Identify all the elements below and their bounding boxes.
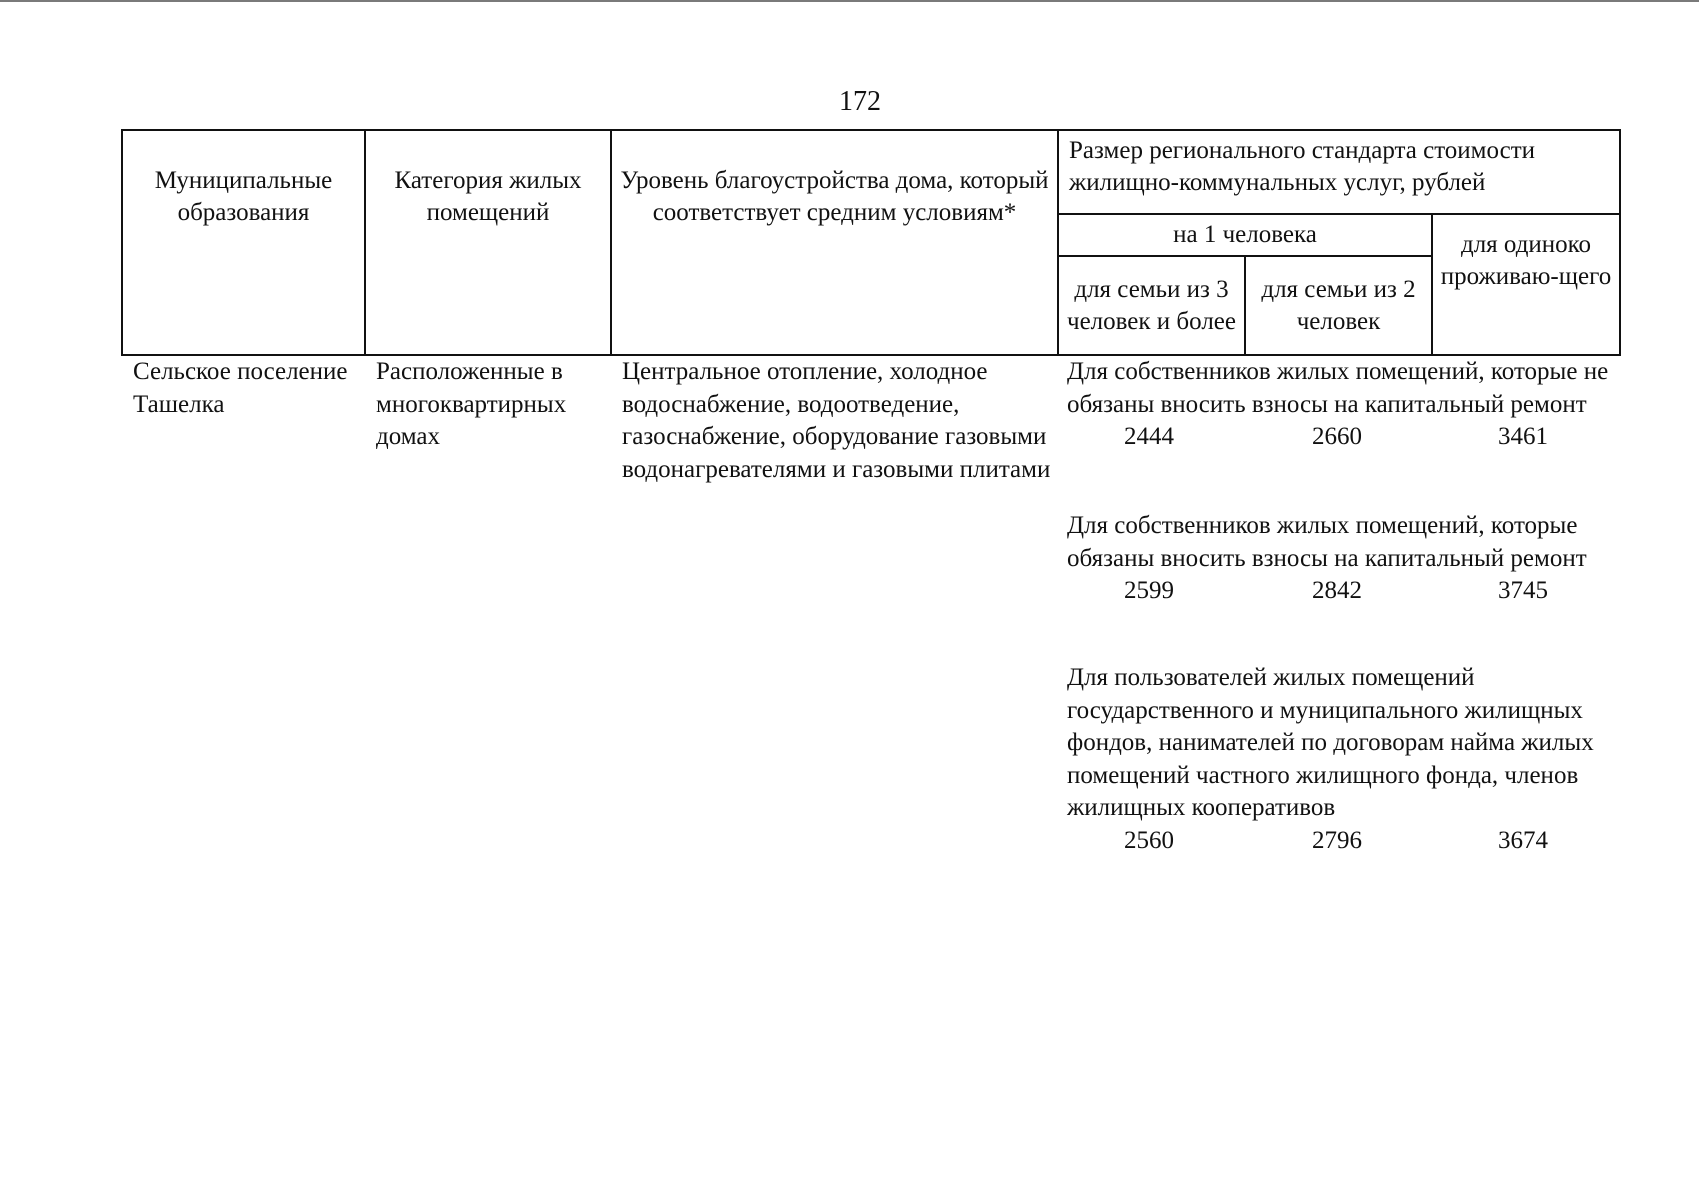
tariff-group-values — [1067, 421, 1627, 453]
tariff-group-values — [1067, 575, 1627, 607]
header-standard-size: Размер регионального стандарта стоимости жилищно-коммунальных услуг, рублей — [1058, 130, 1620, 214]
cell-municipality: Сельское поселение Ташелка — [133, 358, 348, 418]
tariff-group-2 — [1067, 510, 1627, 607]
value-single: 3461 — [1498, 423, 1548, 450]
value-family-2: 2660 — [1312, 423, 1362, 450]
header-per-person: на 1 человека — [1058, 214, 1432, 256]
value-family-2: 2842 — [1312, 577, 1362, 604]
header-single: для одиноко проживаю-щего — [1432, 214, 1620, 355]
value-family-2: 2796 — [1312, 826, 1362, 854]
tariff-group-3 — [1067, 662, 1627, 857]
tariff-group-description: Для собственников жилых помещений, которые обязаны вносить взносы на капитальный ремонт — [1067, 512, 1587, 572]
header-category: Категория жилых помещений — [365, 130, 611, 355]
tariff-group-description: Для пользователей жилых помещений государственного и муниципального жилищных фондов, нанимателей по договорам найма жилых помещений частного жилищного фонда, членов жилищных кооперативов — [1067, 664, 1594, 821]
header-municipalities: Муниципальные образования — [122, 130, 365, 355]
page-number: 172 — [839, 86, 881, 117]
value-family-3: 2444 — [1124, 423, 1174, 450]
value-single: 3674 — [1498, 826, 1548, 854]
value-family-3: 2599 — [1124, 577, 1174, 604]
value-single: 3745 — [1498, 577, 1548, 604]
top-border-line — [0, 0, 1699, 2]
cell-category: Расположенные в многоквартирных домах — [376, 358, 567, 450]
table-header — [121, 129, 1621, 356]
tariff-group-values — [1067, 825, 1627, 857]
cell-level: Центральное отопление, холодное водоснабжение, водоотведение, газоснабжение, оборудование газовыми водонагревателями и газовыми плитами — [622, 358, 1051, 483]
header-level: Уровень благоустройства дома, который соответствует средним условиям* — [611, 130, 1058, 355]
tariff-group-description: Для собственников жилых помещений, которые не обязаны вносить взносы на капитальный ремонт — [1067, 358, 1609, 418]
header-family-3: для семьи из 3 человек и более — [1058, 256, 1245, 355]
header-family-2: для семьи из 2 человек — [1245, 256, 1432, 355]
tariff-group-1 — [1067, 356, 1627, 453]
value-family-3: 2560 — [1124, 826, 1174, 854]
